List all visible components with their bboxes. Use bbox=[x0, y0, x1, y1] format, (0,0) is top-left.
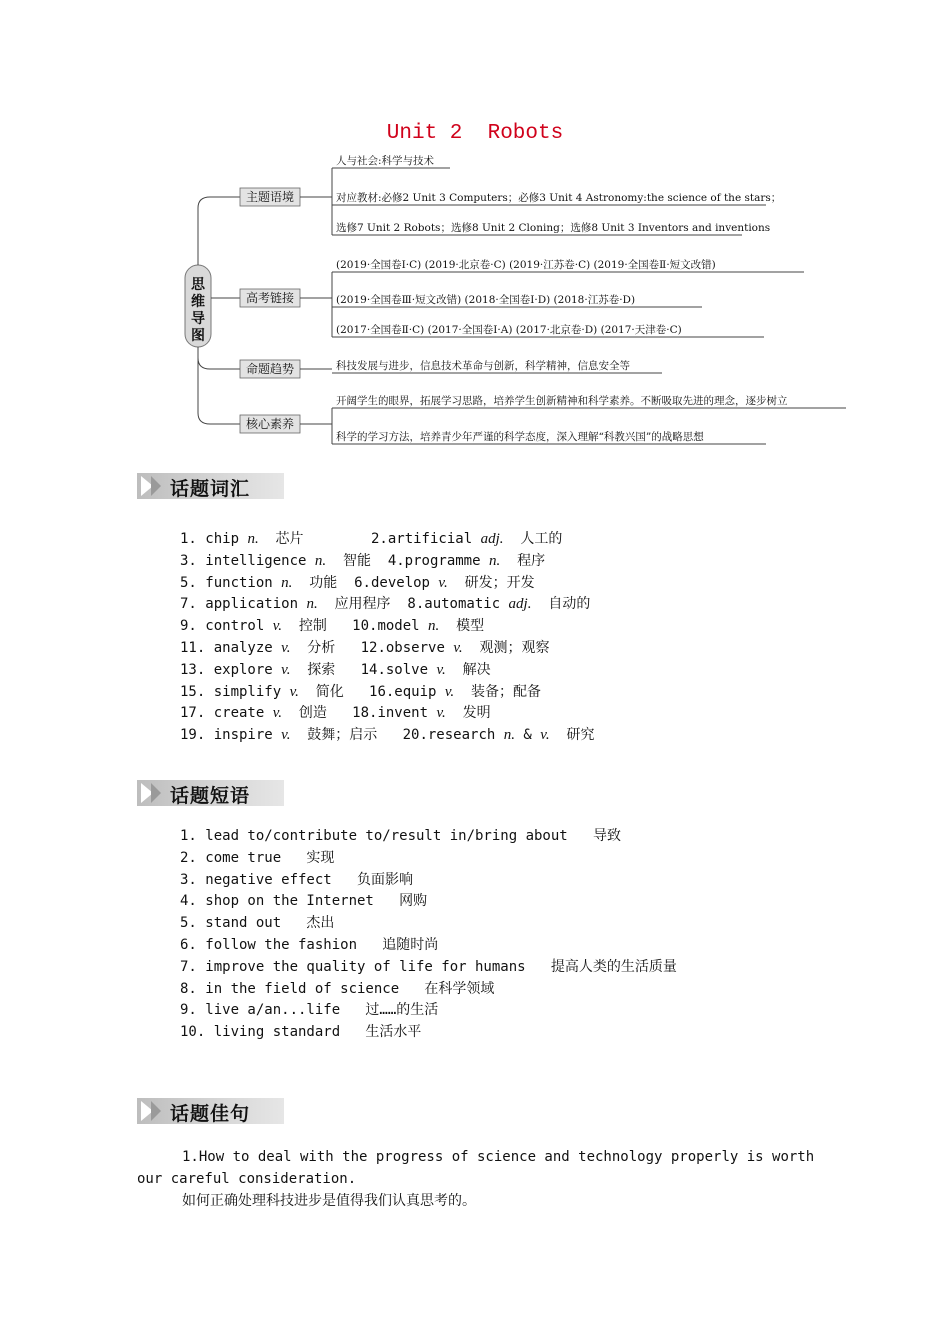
part-of-speech: v. bbox=[453, 639, 463, 656]
mind-map-item: 人与社会:科学与技术 bbox=[336, 155, 435, 167]
mind-map-item: 选修7 Unit 2 Robots；选修8 Unit 2 Cloning；选修8 Unit 3 Inventors and inventions bbox=[336, 222, 771, 234]
part-of-speech: v. bbox=[281, 661, 291, 678]
phrase-item: 4. shop on the Internet 网购 bbox=[180, 893, 428, 910]
vocab-item bbox=[180, 703, 594, 725]
vocab-text: 11. analyze bbox=[180, 639, 282, 656]
vocab-text: 探索 14.solve bbox=[290, 661, 437, 678]
mind-map-item: 开阔学生的眼界，拓展学习思路，培养学生创新精神和科学素养。不断吸取先进的理念，逐步树立 bbox=[336, 395, 788, 407]
mind-map-root-char: 导 bbox=[191, 311, 205, 327]
phrase-item: 7. improve the quality of life for humans 提高人类的生活质量 bbox=[180, 958, 677, 975]
mind-map-root-char: 思 bbox=[191, 277, 205, 293]
phrase-item: 6. follow the fashion 追随时尚 bbox=[180, 936, 439, 953]
mind-map-item: (2019·全国卷Ⅰ·C) (2019·北京卷·C) (2019·江苏卷·C) (2019·全国卷Ⅱ·短文改错) bbox=[336, 259, 716, 271]
vocab-item bbox=[180, 725, 594, 747]
phrase-item: 2. come true 实现 bbox=[180, 849, 335, 866]
vocab-text: 模型 bbox=[439, 618, 485, 635]
mind-map-item: (2019·全国卷Ⅲ·短文改错) (2018·全国卷Ⅰ·D) (2018·江苏卷·D) bbox=[336, 294, 636, 306]
vocab-text: 观测；观察 bbox=[462, 639, 550, 656]
part-of-speech: v. bbox=[289, 683, 299, 700]
vocab-text: 发明 bbox=[445, 705, 491, 722]
part-of-speech: n. bbox=[247, 531, 259, 547]
vocab-text: 研发；开发 bbox=[447, 574, 535, 591]
part-of-speech: n. bbox=[488, 552, 501, 569]
vocab-item bbox=[180, 638, 594, 660]
section-header-sentences bbox=[137, 1098, 284, 1124]
part-of-speech: v. bbox=[436, 661, 446, 678]
mind-map-item: 科技发展与进步，信息技术革命与创新，科学精神，信息安全等 bbox=[336, 360, 630, 372]
vocab-item bbox=[180, 573, 594, 595]
vocab-text: 3. intelligence bbox=[180, 552, 315, 569]
mind-map-branch-label: 主题语境 bbox=[245, 190, 295, 204]
mind-map-branch bbox=[240, 154, 781, 235]
sentence-en bbox=[137, 1146, 827, 1190]
part-of-speech: n. bbox=[503, 727, 515, 744]
vocab-text: 功能 6.develop bbox=[292, 574, 439, 591]
mind-map-branch bbox=[240, 394, 846, 444]
vocab-text: 自动的 bbox=[531, 596, 591, 613]
vocab-text: 鼓舞；启示 20.research bbox=[290, 727, 504, 744]
part-of-speech: v. bbox=[272, 618, 283, 635]
mind-map-root-label bbox=[191, 277, 206, 344]
vocab-item bbox=[180, 551, 594, 573]
section-header-phrases bbox=[137, 780, 284, 806]
vocab-text: 5. function bbox=[180, 574, 282, 591]
vocab-item bbox=[180, 594, 594, 616]
part-of-speech: n. bbox=[314, 552, 327, 569]
vocab-text: 7. application bbox=[180, 596, 307, 613]
vocab-text: 装备；配备 bbox=[454, 683, 542, 700]
mind-map-root-char: 维 bbox=[191, 294, 205, 310]
section-title: 话题词汇 bbox=[170, 478, 251, 500]
mind-map-item: 科学的学习方法，培养青少年严谨的科学态度，深入理解“科教兴国”的战略思想 bbox=[336, 431, 704, 443]
mind-map-branch-label: 核心素养 bbox=[245, 417, 295, 431]
vocab-text: 分析 12.observe bbox=[290, 639, 454, 656]
vocab-text: 人工的 bbox=[503, 531, 563, 547]
vocab-item bbox=[180, 660, 594, 682]
mind-map-root-char: 图 bbox=[191, 328, 205, 344]
vocab-text: 创造 18.invent bbox=[282, 705, 437, 722]
vocab-text: 应用程序 8.automatic bbox=[317, 596, 509, 613]
vocab-text: 解决 bbox=[445, 661, 491, 678]
vocab-text: 19. inspire bbox=[180, 727, 282, 744]
phrase-item: 10. living standard 生活水平 bbox=[180, 1024, 422, 1041]
phrase-item: 5. stand out 杰出 bbox=[180, 915, 335, 932]
vocab-text: 17. create bbox=[180, 705, 273, 722]
phrase-list bbox=[180, 826, 677, 1044]
part-of-speech: v. bbox=[438, 574, 448, 591]
part-of-speech: v. bbox=[436, 705, 446, 722]
part-of-speech: v. bbox=[444, 683, 455, 700]
vocab-item bbox=[180, 616, 594, 638]
sentence-cn: 如何正确处理科技进步是值得我们认真思考的。 bbox=[182, 1193, 476, 1209]
mind-map-branch-label: 命题趋势 bbox=[245, 362, 295, 376]
part-of-speech: v. bbox=[281, 639, 291, 656]
vocab-text: 程序 bbox=[500, 552, 546, 569]
vocab-list bbox=[180, 529, 594, 747]
phrase-item: 1. lead to/contribute to/result in/bring about 导致 bbox=[180, 828, 622, 844]
mind-map-branch-label: 高考链接 bbox=[245, 291, 295, 305]
part-of-speech: n. bbox=[428, 618, 440, 635]
mind-map-branch bbox=[240, 359, 662, 378]
part-of-speech: n. bbox=[281, 574, 293, 591]
vocab-item bbox=[180, 529, 594, 551]
mind-map-branch bbox=[240, 258, 804, 337]
vocab-item bbox=[180, 682, 594, 704]
page-title: Unit 2 Robots bbox=[386, 122, 564, 145]
part-of-speech: v. bbox=[540, 727, 550, 744]
part-of-speech: v. bbox=[281, 727, 291, 744]
phrase-item: 9. live a/an...life 过……的生活 bbox=[180, 1002, 439, 1019]
phrase-item: 3. negative effect 负面影响 bbox=[180, 871, 414, 888]
part-of-speech: adj. bbox=[508, 596, 532, 613]
vocab-text: 9. control bbox=[180, 618, 273, 635]
vocab-text: 15. simplify bbox=[180, 683, 290, 700]
vocab-text: 1. chip bbox=[180, 531, 248, 547]
vocab-text: 控制 10.model bbox=[282, 618, 429, 635]
vocab-text: 智能 4.programme bbox=[326, 552, 489, 569]
section-title: 话题佳句 bbox=[170, 1103, 251, 1125]
vocab-text: 简化 16.equip bbox=[298, 683, 445, 700]
vocab-text: 芯片 2.artificial bbox=[258, 531, 481, 547]
vocab-text: 研究 bbox=[549, 727, 595, 744]
vocab-text: & bbox=[515, 727, 541, 744]
part-of-speech: v. bbox=[272, 705, 283, 722]
part-of-speech: adj. bbox=[480, 531, 504, 547]
phrase-item: 8. in the field of science 在科学领域 bbox=[180, 980, 495, 997]
section-header-vocab bbox=[137, 473, 284, 499]
mind-map bbox=[0, 0, 950, 470]
part-of-speech: n. bbox=[306, 596, 318, 613]
mind-map-item: 对应教材:必修2 Unit 3 Computers；必修3 Unit 4 Astronomy:the science of the stars； bbox=[336, 192, 782, 204]
vocab-text: 13. explore bbox=[180, 661, 282, 678]
section-title: 话题短语 bbox=[170, 785, 251, 807]
mind-map-item: (2017·全国卷Ⅱ·C) (2017·全国卷Ⅰ·A) (2017·北京卷·D) (2017·天津卷·C) bbox=[336, 324, 682, 336]
sentence-en-text: 1.How to deal with the progress of science and technology properly is worth our careful consideration. bbox=[137, 1149, 815, 1187]
